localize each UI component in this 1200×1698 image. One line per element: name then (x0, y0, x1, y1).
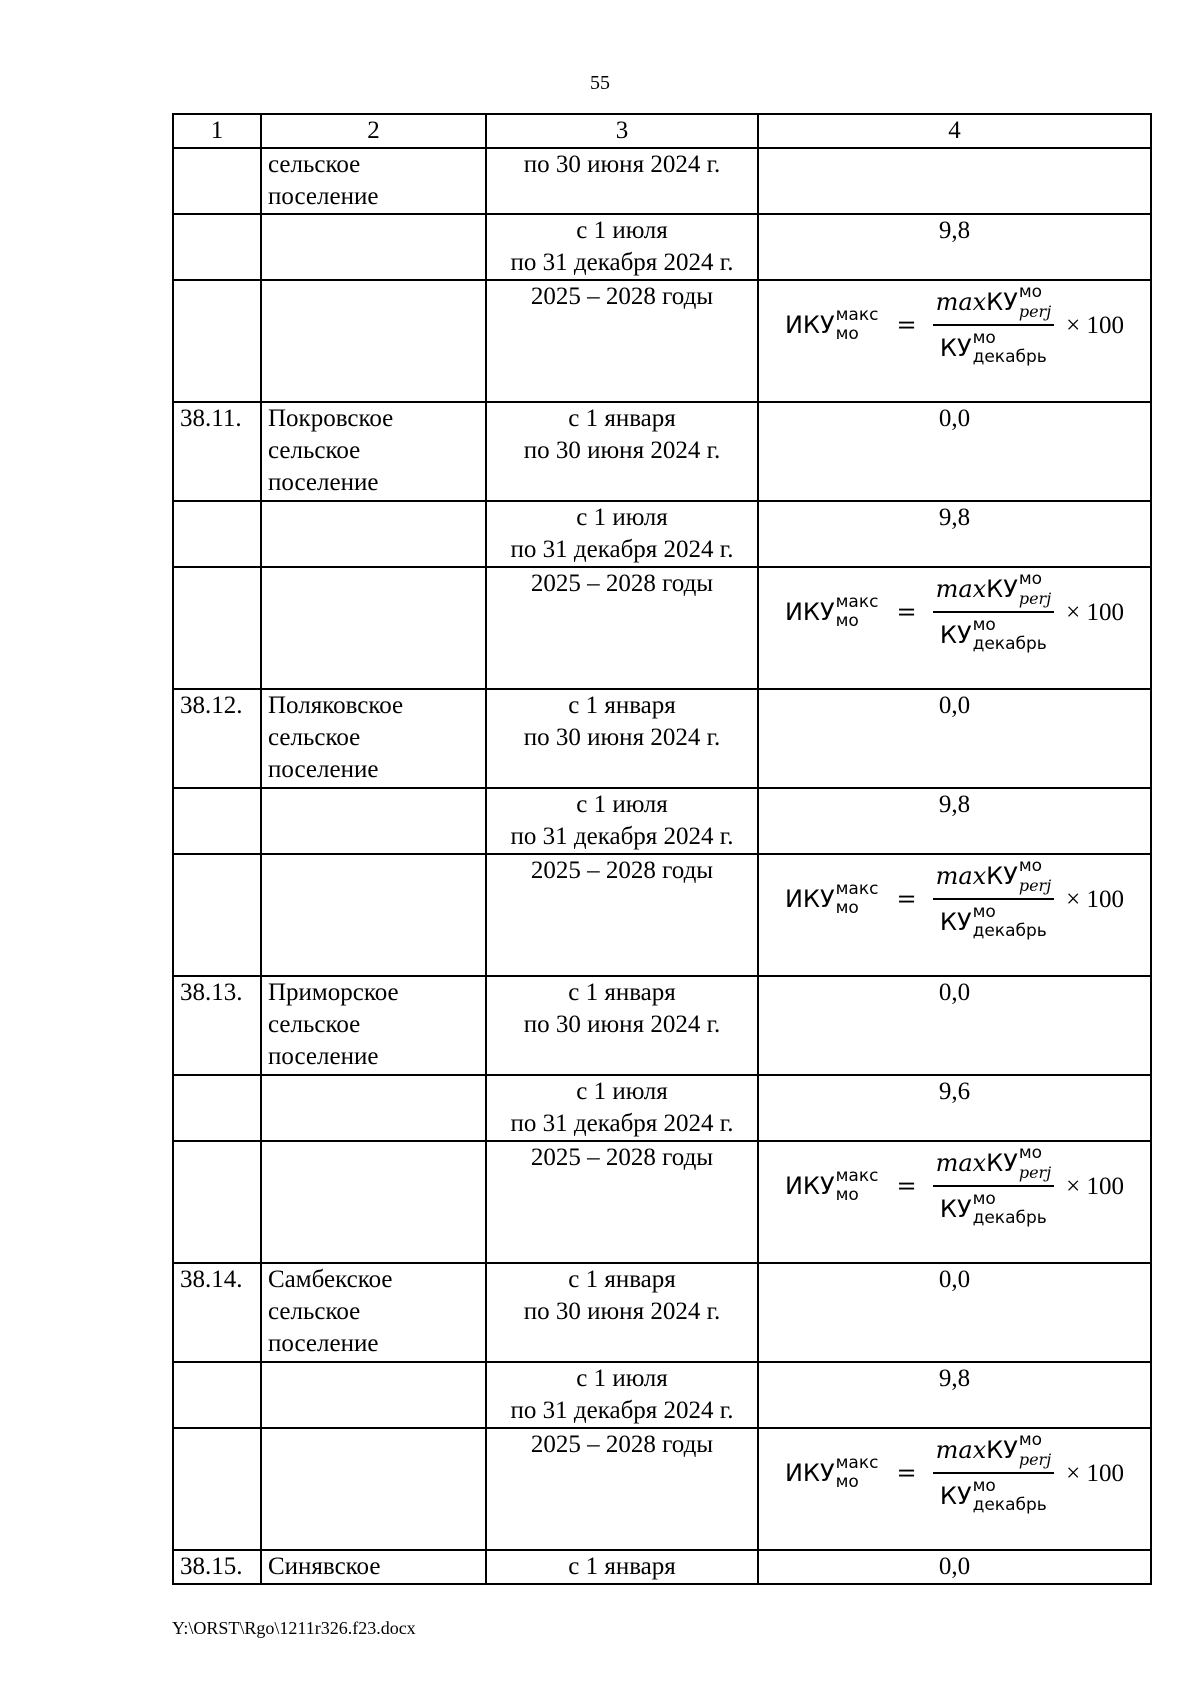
settlement-name-cell (261, 689, 486, 788)
row-number-cell: 38.13. (173, 976, 261, 1075)
formula-lhs-sub: мо (835, 1472, 859, 1492)
formula-num-sup: мо (1018, 569, 1043, 589)
formula-lhs-base: ИКУ (784, 1459, 835, 1487)
formula-lhs (785, 594, 878, 630)
table-row (173, 1141, 1151, 1263)
formula-multiplier: × 100 (1066, 1172, 1125, 1200)
text-line: сельское (268, 151, 361, 178)
text-line: поселение (268, 1043, 379, 1070)
text-line: Поляковское (268, 692, 404, 719)
formula-denominator (937, 1187, 1050, 1227)
formula-num-scripts (1019, 1145, 1051, 1181)
settlement-name-cell (261, 1362, 486, 1428)
period-cell (486, 402, 758, 501)
formula-den-sub: декабрь (972, 634, 1047, 654)
text-line: сельское (268, 724, 361, 751)
settlement-name-cell (261, 1428, 486, 1550)
formula-num-base: КУ (986, 862, 1018, 890)
text-line: поселение (268, 756, 379, 783)
formula-num-sup: мо (1018, 1143, 1043, 1163)
formula-denominator (937, 1474, 1050, 1514)
text-line: с 1 января (568, 692, 676, 719)
table-row (173, 788, 1151, 854)
formula-multiplier: × 100 (1066, 1459, 1125, 1487)
settlement-name-cell (261, 788, 486, 854)
period-cell (486, 854, 758, 976)
settlement-name-cell (261, 148, 486, 214)
formula-multiplier: × 100 (1066, 598, 1125, 626)
formula-den-sub: декабрь (972, 1208, 1047, 1228)
table-row (173, 976, 1151, 1075)
formula-den-sup: мо (972, 328, 996, 348)
table-row (173, 567, 1151, 689)
formula (765, 281, 1144, 369)
text-line: Приморское (268, 979, 399, 1006)
formula (765, 855, 1144, 943)
text-line: по 31 декабря 2024 г. (510, 249, 734, 276)
text-line: сельское (268, 1298, 361, 1325)
formula-lhs-scripts (836, 1455, 879, 1491)
formula-den-scripts (973, 1478, 1047, 1514)
value-cell: 0,0 (758, 1550, 1151, 1584)
formula-num-sub: perj (1018, 302, 1052, 321)
formula-num-scripts (1019, 571, 1051, 607)
formula-den-scripts (973, 617, 1047, 653)
formula-den-scripts (973, 1191, 1047, 1227)
formula-lhs-scripts (836, 594, 879, 630)
period-cell (486, 1141, 758, 1263)
text-line: 2025 – 2028 годы (530, 857, 714, 884)
header-cell: 2 (261, 114, 486, 148)
text-line: по 30 июня 2024 г. (523, 437, 721, 464)
period-cell (486, 567, 758, 689)
formula-lhs-base: ИКУ (784, 1172, 835, 1200)
row-number-cell: 38.11. (173, 402, 261, 501)
value-cell: 0,0 (758, 689, 1151, 788)
text-line: по 30 июня 2024 г. (523, 1298, 721, 1325)
table-row (173, 689, 1151, 788)
period-cell (486, 1263, 758, 1362)
file-path-footer: Y:\ORST\Rgo\1211r326.f23.docx (172, 1618, 416, 1638)
formula-num-scripts (1019, 1432, 1051, 1468)
formula-lhs-scripts (836, 881, 879, 917)
formula-lhs-sup: макс (835, 879, 879, 899)
formula-lhs-base: ИКУ (784, 598, 835, 626)
value-cell: 0,0 (758, 402, 1151, 501)
formula-lhs (785, 1455, 878, 1491)
formula-lhs-scripts (836, 307, 879, 343)
row-number-cell: 38.15. (173, 1550, 261, 1584)
formula-den-sup: мо (972, 1476, 996, 1496)
settlement-name-cell (261, 976, 486, 1075)
formula-equals: = (896, 598, 917, 626)
row-number-cell (173, 788, 261, 854)
table-row (173, 1428, 1151, 1550)
table-row (173, 402, 1151, 501)
text-line: с 1 января (568, 1553, 676, 1580)
text-line: по 31 декабря 2024 г. (510, 823, 734, 850)
formula-den-sup: мо (972, 615, 996, 635)
text-line: поселение (268, 469, 379, 496)
formula-denominator (937, 900, 1050, 940)
formula-den-base: КУ (939, 334, 972, 362)
formula-cell (758, 280, 1151, 402)
table-row (173, 148, 1151, 214)
text-line: по 31 декабря 2024 г. (510, 1110, 734, 1137)
formula-lhs-sup: макс (835, 592, 879, 612)
text-line: с 1 июля (576, 217, 668, 244)
text-line: по 31 декабря 2024 г. (510, 1397, 734, 1424)
value-cell (758, 148, 1151, 214)
text-line: с 1 января (568, 405, 676, 432)
period-cell (486, 1550, 758, 1584)
formula-num-prefix: max (935, 1436, 987, 1464)
formula-lhs-scripts (836, 1168, 879, 1204)
settlement-name-cell (261, 1075, 486, 1141)
formula-den-sup: мо (972, 1189, 996, 1209)
text-line: поселение (268, 1330, 379, 1357)
table-row (173, 214, 1151, 280)
formula-num-base: КУ (986, 575, 1018, 603)
formula (765, 1142, 1144, 1230)
formula-num-scripts (1019, 284, 1051, 320)
formula (765, 568, 1144, 656)
value-cell: 0,0 (758, 976, 1151, 1075)
formula-num-scripts (1019, 858, 1051, 894)
period-cell (486, 1075, 758, 1141)
row-number-cell (173, 567, 261, 689)
formula-lhs (785, 1168, 878, 1204)
header-cell: 3 (486, 114, 758, 148)
formula-den-sup: мо (972, 902, 996, 922)
value-cell: 9,8 (758, 1362, 1151, 1428)
formula-lhs-sup: макс (835, 1166, 879, 1186)
header-cell: 4 (758, 114, 1151, 148)
formula-num-sub: perj (1018, 876, 1052, 895)
settlement-name-cell (261, 854, 486, 976)
text-line: с 1 июля (576, 504, 668, 531)
text-line: Самбекское (268, 1266, 393, 1293)
row-number-cell (173, 1141, 261, 1263)
text-line: сельское (268, 1011, 361, 1038)
document-table (172, 113, 1152, 1585)
table-row (173, 1075, 1151, 1141)
formula-den-scripts (973, 904, 1047, 940)
formula-fraction (933, 284, 1055, 366)
table-row (173, 1550, 1151, 1584)
text-line: 2025 – 2028 годы (530, 283, 714, 310)
text-line: сельское (268, 437, 361, 464)
formula-cell (758, 1141, 1151, 1263)
value-cell: 0,0 (758, 1263, 1151, 1362)
settlement-name-cell (261, 280, 486, 402)
formula-den-base: КУ (939, 1195, 972, 1223)
formula-den-base: КУ (939, 1482, 972, 1510)
formula-lhs-base: ИКУ (784, 885, 835, 913)
formula-numerator (933, 284, 1055, 326)
value-cell: 9,6 (758, 1075, 1151, 1141)
formula-lhs-sub: мо (835, 611, 859, 631)
text-line: по 31 декабря 2024 г. (510, 536, 734, 563)
formula-fraction (933, 1145, 1055, 1227)
text-line: с 1 июля (576, 1078, 668, 1105)
text-line: 2025 – 2028 годы (530, 570, 714, 597)
table-row (173, 854, 1151, 976)
formula-num-prefix: max (935, 862, 987, 890)
formula-cell (758, 567, 1151, 689)
settlement-name-cell (261, 501, 486, 567)
table-row (173, 501, 1151, 567)
period-cell (486, 501, 758, 567)
text-line: поселение (268, 183, 379, 210)
row-number-cell (173, 1362, 261, 1428)
formula-lhs (785, 881, 878, 917)
period-cell (486, 214, 758, 280)
formula-den-sub: декабрь (972, 921, 1047, 941)
row-number-cell (173, 148, 261, 214)
formula-fraction (933, 858, 1055, 940)
formula-num-prefix: max (935, 1149, 987, 1177)
text-line: с 1 января (568, 979, 676, 1006)
formula-lhs-sup: макс (835, 305, 879, 325)
settlement-name-cell (261, 1263, 486, 1362)
period-cell (486, 148, 758, 214)
row-number-cell (173, 1075, 261, 1141)
formula-lhs (785, 307, 878, 343)
period-cell (486, 788, 758, 854)
formula-cell (758, 1428, 1151, 1550)
formula-cell (758, 854, 1151, 976)
text-line: 2025 – 2028 годы (530, 1431, 714, 1458)
row-number-cell (173, 214, 261, 280)
value-cell: 9,8 (758, 788, 1151, 854)
table-row (173, 1362, 1151, 1428)
formula-den-scripts (973, 330, 1047, 366)
page-number: 55 (590, 72, 610, 94)
formula-num-base: КУ (986, 1149, 1018, 1177)
text-line: 2025 – 2028 годы (530, 1144, 714, 1171)
period-cell (486, 280, 758, 402)
formula-num-base: КУ (986, 288, 1018, 316)
settlement-name-cell (261, 1550, 486, 1584)
period-cell (486, 1362, 758, 1428)
formula-den-base: КУ (939, 908, 972, 936)
text-line: с 1 января (568, 1266, 676, 1293)
table-header-row (173, 114, 1151, 148)
settlement-name-cell (261, 402, 486, 501)
row-number-cell: 38.12. (173, 689, 261, 788)
row-number-cell (173, 280, 261, 402)
formula-num-sub: perj (1018, 1163, 1052, 1182)
formula-lhs-sup: макс (835, 1453, 879, 1473)
formula-numerator (933, 1145, 1055, 1187)
row-number-cell: 38.14. (173, 1263, 261, 1362)
formula-lhs-sub: мо (835, 1185, 859, 1205)
settlement-name-cell (261, 214, 486, 280)
formula-num-sub: perj (1018, 589, 1052, 608)
header-cell: 1 (173, 114, 261, 148)
text-line: Синявское (268, 1553, 381, 1580)
row-number-cell (173, 1428, 261, 1550)
settlement-name-cell (261, 1141, 486, 1263)
formula-equals: = (896, 311, 917, 339)
formula-num-sub: perj (1018, 1450, 1052, 1469)
formula-numerator (933, 1432, 1055, 1474)
formula-lhs-sub: мо (835, 324, 859, 344)
value-cell: 9,8 (758, 501, 1151, 567)
table-row (173, 1263, 1151, 1362)
formula-num-sup: мо (1018, 1430, 1043, 1450)
formula-equals: = (896, 1172, 917, 1200)
formula-den-sub: декабрь (972, 1495, 1047, 1515)
formula-num-prefix: max (935, 575, 987, 603)
formula-num-sup: мо (1018, 282, 1043, 302)
formula-denominator (937, 613, 1050, 653)
period-cell (486, 689, 758, 788)
formula-numerator (933, 858, 1055, 900)
formula-num-base: КУ (986, 1436, 1018, 1464)
text-line: Покровское (268, 405, 394, 432)
text-line: по 30 июня 2024 г. (523, 724, 721, 751)
row-number-cell (173, 501, 261, 567)
row-number-cell (173, 854, 261, 976)
formula-fraction (933, 571, 1055, 653)
formula-fraction (933, 1432, 1055, 1514)
formula-den-base: КУ (939, 621, 972, 649)
text-line: с 1 июля (576, 791, 668, 818)
formula-denominator (937, 326, 1050, 366)
formula-lhs-sub: мо (835, 898, 859, 918)
table-row (173, 280, 1151, 402)
formula-multiplier: × 100 (1066, 885, 1125, 913)
text-line: по 30 июня 2024 г. (523, 1011, 721, 1038)
formula-numerator (933, 571, 1055, 613)
value-cell: 9,8 (758, 214, 1151, 280)
settlement-name-cell (261, 567, 486, 689)
period-cell (486, 1428, 758, 1550)
text-line: с 1 июля (576, 1365, 668, 1392)
text-line: по 30 июня 2024 г. (523, 151, 721, 178)
formula-lhs-base: ИКУ (784, 311, 835, 339)
formula-den-sub: декабрь (972, 347, 1047, 367)
formula-multiplier: × 100 (1066, 311, 1125, 339)
formula-equals: = (896, 885, 917, 913)
formula-num-prefix: max (935, 288, 987, 316)
formula-num-sup: мо (1018, 856, 1043, 876)
formula-equals: = (896, 1459, 917, 1487)
formula (765, 1429, 1144, 1517)
period-cell (486, 976, 758, 1075)
